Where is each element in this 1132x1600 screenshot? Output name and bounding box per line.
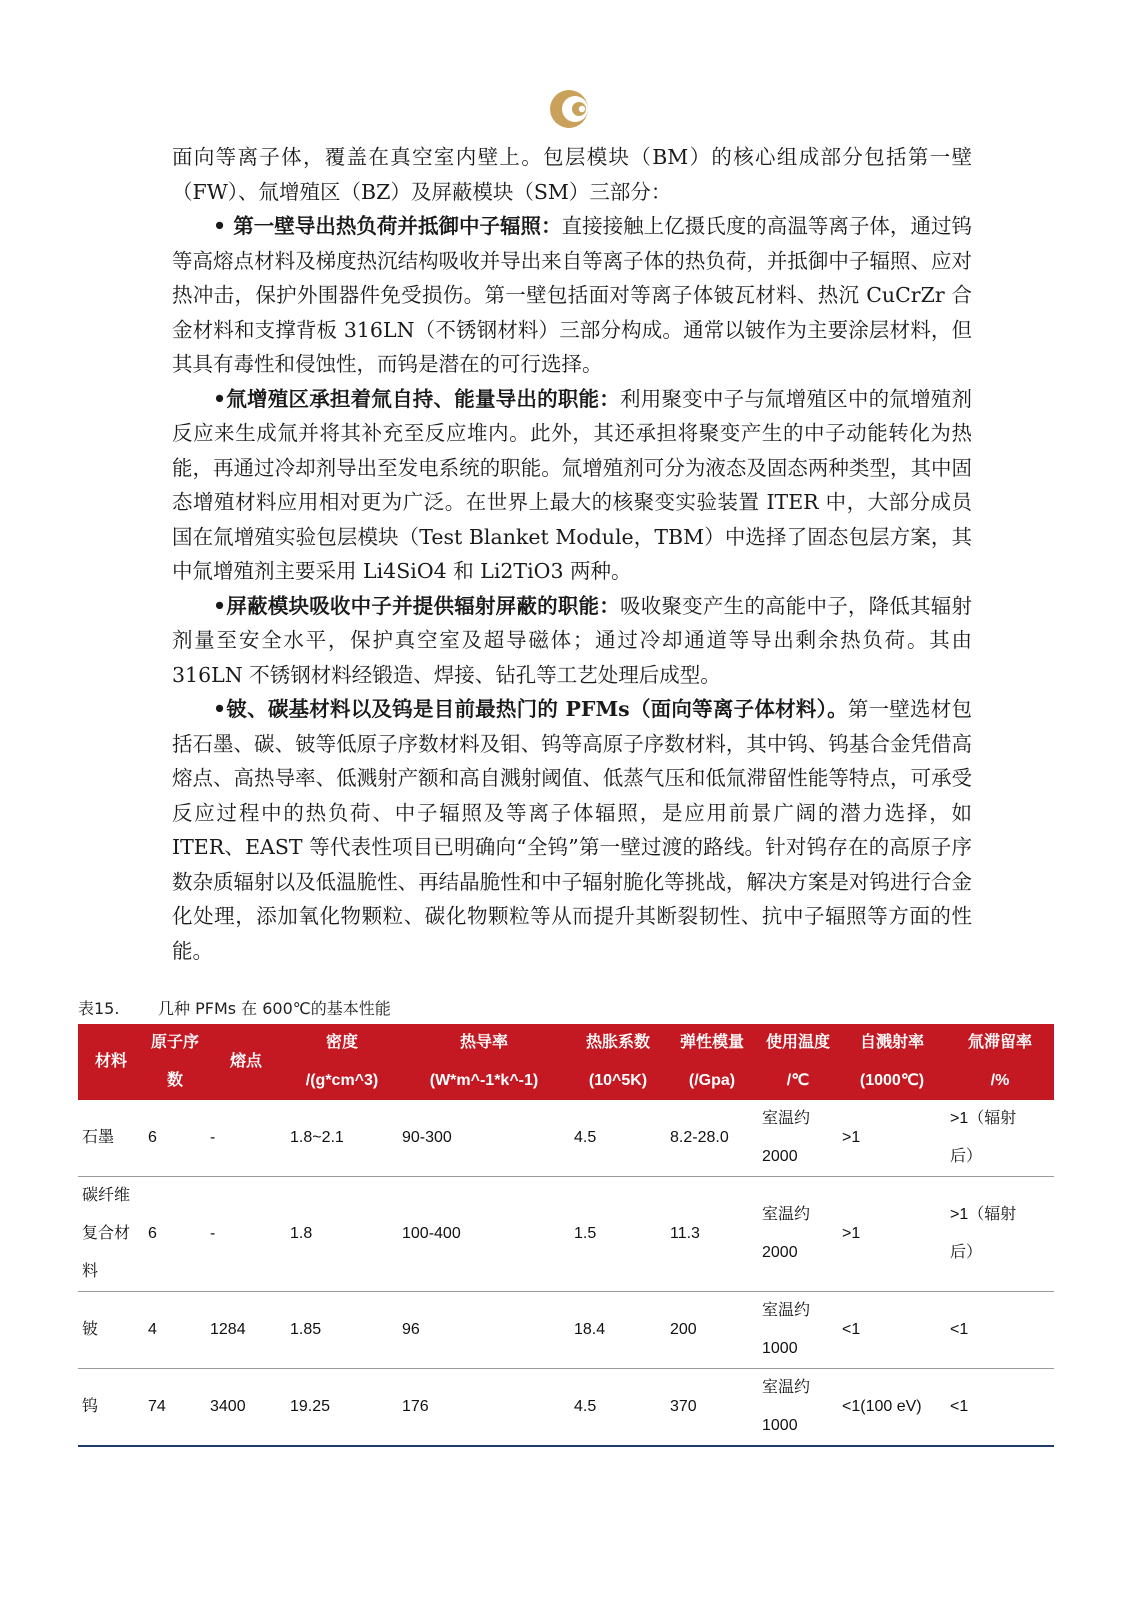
table-cell: 18.4	[570, 1292, 666, 1369]
paragraph-lead: •屏蔽模块吸收中子并提供辐射屏蔽的职能：	[213, 593, 620, 618]
table-cell: 室温约 2000	[758, 1100, 838, 1177]
table-cell: 石墨	[78, 1100, 144, 1177]
table-cell: >1	[838, 1177, 946, 1292]
table-cell: 室温约 1000	[758, 1369, 838, 1447]
header-cell: 原子序 数	[144, 1024, 206, 1100]
table-cell: 100-400	[398, 1177, 570, 1292]
paragraph-first-wall: • 第一壁导出热负荷并抵御中子辐照：直接接触上亿摄氏度的高温等离子体，通过钨等高熔点材料及梯度热沉结构吸收并导出来自等离子体的热负荷，并抵御中子辐照、应对热冲击，保护外围器件免受损伤。第一壁包括面对等离子体铍瓦材料、热沉 CuCrZr 合金材料和支撑背板 316LN（不锈钢材料）三部分构成。通常以铍作为主要涂层材料，但其具有毒性和侵蚀性，而钨是潜在的可行选择。	[172, 214, 972, 376]
table-cell: 3400	[206, 1369, 286, 1447]
paragraph-shield-module: •屏蔽模块吸收中子并提供辐射屏蔽的职能：吸收聚变产生的高能中子，降低其辐射剂量至安全水平，保护真空室及超导磁体；通过冷却通道等导出剩余热负荷。其由 316LN 不锈钢材料经锻造、焊接、钻孔等工艺处理后成型。	[172, 593, 973, 687]
paragraph-lead: • 第一壁导出热负荷并抵御中子辐照：	[213, 214, 562, 238]
table-header-row	[78, 1024, 1054, 1100]
paragraph-pfms: •铍、碳基材料以及钨是目前最热门的 PFMs（面向等离子体材料）。第一壁选材包括石墨、碳、铍等低原子序数材料及钼、钨等高原子序数材料，其中钨、钨基合金凭借高熔点、高热导率、低溅射产额和高自溅射阈值、低蒸气压和低氚滞留性能等特点，可承受反应过程中的热负荷、中子辐照及等离子体辐照，是应用前景广阔的潜力选择，如 ITER、EAST 等代表性项目已明确向“全钨”第一壁过渡的路线。针对钨存在的高原子序数杂质辐射以及低温脆性、再结晶脆性和中子辐射脆化等挑战，解决方案是对钨进行合金化处理，添加氧化物颗粒、碳化物颗粒等从而提升其断裂韧性、抗中子辐照等方面的性能。	[172, 697, 972, 963]
paragraph-intro: 面向等离子体，覆盖在真空室内壁上。包层模块（BM）的核心组成部分包括第一壁（FW）、氚增殖区（BZ）及屏蔽模块（SM）三部分：	[172, 145, 972, 204]
table-cell: 90-300	[398, 1100, 570, 1177]
table-cell: 1.8	[286, 1177, 398, 1292]
header-cell: 自溅射率 (1000℃)	[838, 1024, 946, 1100]
header-cell: 氚滞留率 /%	[946, 1024, 1054, 1100]
table-cell: <1	[946, 1369, 1054, 1447]
paragraph-breeding-zone: •氚增殖区承担着氚自持、能量导出的职能：利用聚变中子与氚增殖区中的氚增殖剂反应来生成氚并将其补充至反应堆内。此外，其还承担将聚变产生的中子动能转化为热能，再通过冷却剂导出至发电系统的职能。氚增殖剂可分为液态及固态两种类型，其中固态增殖材料应用相对更为广泛。在世界上最大的核聚变实验装置 ITER 中，大部分成员国在氚增殖实验包层模块（Test Blanket Module，TBM）中选择了固态包层方案，其中氚增殖剂主要采用 Li4SiO4 和 Li2TiO3 两种。	[172, 386, 973, 583]
header-cell: 热导率 (W*m^-1*k^-1)	[398, 1024, 570, 1100]
table-cell: >1（辐射 后）	[946, 1100, 1054, 1177]
table-row	[78, 1369, 1054, 1447]
table-cell: 1284	[206, 1292, 286, 1369]
table-cell: <1	[838, 1292, 946, 1369]
table-cell: 4	[144, 1292, 206, 1369]
table-row	[78, 1100, 1054, 1177]
table-row	[78, 1177, 1054, 1292]
table-cell: 4.5	[570, 1369, 666, 1447]
table-caption	[78, 996, 391, 1019]
table-cell: 74	[144, 1369, 206, 1447]
table-cell: >1（辐射 后）	[946, 1177, 1054, 1292]
header-cell: 密度 /(g*cm^3)	[286, 1024, 398, 1100]
table-cell: 室温约 2000	[758, 1177, 838, 1292]
table-cell: 6	[144, 1177, 206, 1292]
table-row	[78, 1292, 1054, 1369]
header-cell: 热胀系数 (10^5K)	[570, 1024, 666, 1100]
paragraph-lead: •铍、碳基材料以及钨是目前最热门的 PFMs（面向等离子体材料）。	[213, 697, 848, 721]
table-cell: 碳纤维 复合材 料	[78, 1177, 144, 1292]
header-cell: 材料	[78, 1024, 144, 1100]
table-cell: 8.2-28.0	[666, 1100, 758, 1177]
table-cell: <1(100 eV)	[838, 1369, 946, 1447]
table-cell: 370	[666, 1369, 758, 1447]
body-text	[172, 140, 972, 968]
table-cell: 1.5	[570, 1177, 666, 1292]
table-cell: -	[206, 1100, 286, 1177]
table-cell: >1	[838, 1100, 946, 1177]
table-cell: 200	[666, 1292, 758, 1369]
table-caption-number: 表15.	[78, 999, 120, 1018]
table-cell: 钨	[78, 1369, 144, 1447]
table-caption-title: 几种 PFMs 在 600℃的基本性能	[158, 999, 391, 1018]
table-cell: 96	[398, 1292, 570, 1369]
table-cell: 19.25	[286, 1369, 398, 1447]
table-cell: 1.85	[286, 1292, 398, 1369]
table-cell: -	[206, 1177, 286, 1292]
header-cell: 弹性模量 (/Gpa)	[666, 1024, 758, 1100]
table-cell: 176	[398, 1369, 570, 1447]
table-cell: 1.8~2.1	[286, 1100, 398, 1177]
pfm-properties-table	[78, 1024, 1054, 1447]
table-cell: <1	[946, 1292, 1054, 1369]
paragraph-lead: •氚增殖区承担着氚自持、能量导出的职能：	[213, 386, 620, 411]
table-cell: 6	[144, 1100, 206, 1177]
company-logo-icon	[548, 86, 594, 132]
header-cell: 使用温度 /℃	[758, 1024, 838, 1100]
table-cell: 铍	[78, 1292, 144, 1369]
table-cell: 室温约 1000	[758, 1292, 838, 1369]
table-cell: 11.3	[666, 1177, 758, 1292]
header-cell: 熔点	[206, 1024, 286, 1100]
table-cell: 4.5	[570, 1100, 666, 1177]
